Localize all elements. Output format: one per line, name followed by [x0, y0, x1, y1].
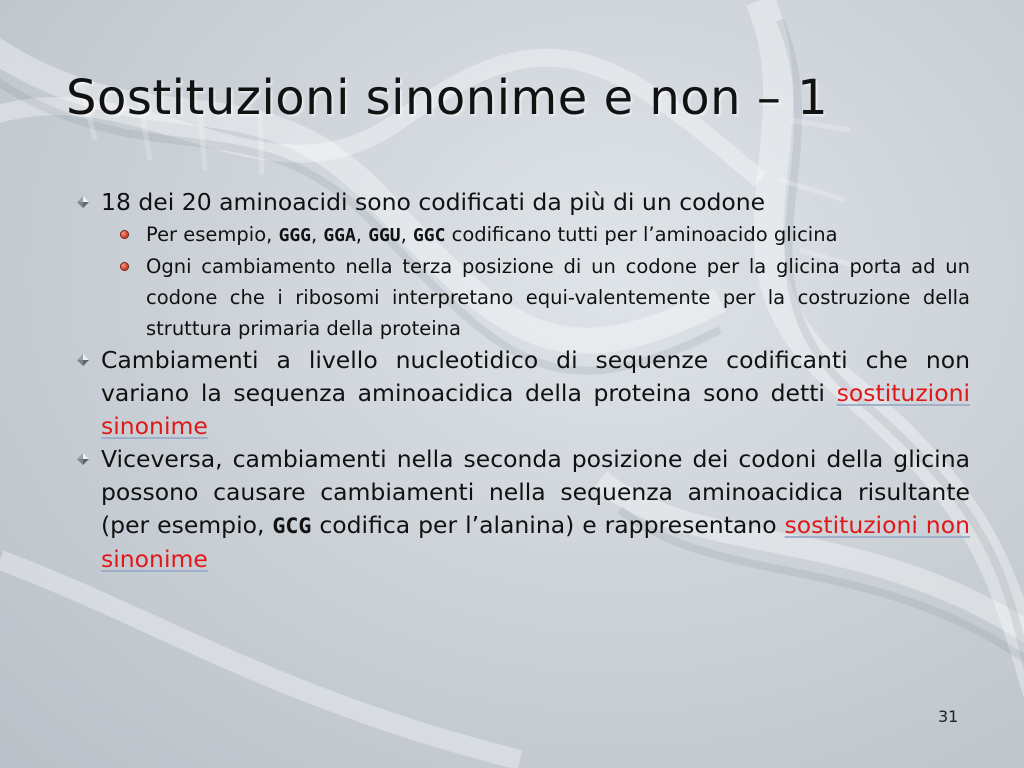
codon-ggu: GGU	[368, 225, 401, 246]
highlight-sostituzioni-sinonime: sostituzioni sinonime	[101, 379, 970, 440]
codon-gga: GGA	[323, 225, 356, 246]
red-dot-bullet-icon	[121, 263, 128, 270]
codon-ggc: GGC	[413, 225, 446, 246]
bullet-3	[76, 443, 970, 576]
bullet-1	[76, 186, 970, 219]
codon-separator: ,	[310, 223, 324, 246]
slide-content	[76, 186, 970, 576]
page-number: 31	[938, 707, 959, 726]
sub-bullet-1-pre: Per esempio,	[146, 223, 279, 246]
slide-title: Sostituzioni sinonime e non – 1	[66, 70, 829, 126]
codon-ggg: GGG	[278, 225, 311, 246]
bullet-1-text: 18 dei 20 aminoacidi sono codificati da più di un codone	[101, 188, 766, 216]
bullet-2-text: Cambiamenti a livello nucleotidico di sequenze codificanti che non variano la sequenza aminoacidica della proteina sono detti	[101, 346, 970, 407]
sub-bullet-1	[121, 219, 970, 251]
sub-bullet-1-post: codificano tutti per l’aminoacido glicina	[445, 223, 838, 246]
codon-separator: ,	[355, 223, 369, 246]
diamond-bullet-icon	[76, 195, 90, 209]
diamond-bullet-icon	[76, 452, 90, 466]
sub-bullet-2-text: Ogni cambiamento nella terza posizione di un codone per la glicina porta ad un codone che i ribosomi interpretano equi-valentemente per la costruzione della struttura primaria della proteina	[146, 255, 970, 340]
diamond-bullet-icon	[76, 353, 90, 367]
codon-gcg: GCG	[272, 514, 312, 539]
bullet-3-mid: codifica per l’alanina) e rappresentano	[311, 511, 785, 539]
highlight-sostituzioni-non-sinonime: sostituzioni non sinonime	[101, 511, 970, 573]
bullet-3-pre: Viceversa, cambiamenti nella seconda posizione dei codoni della glicina possono causare cambiamenti nella sequenza aminoacidica risultante (per esempio,	[101, 445, 970, 539]
codon-separator: ,	[400, 223, 413, 246]
red-dot-bullet-icon	[121, 231, 128, 238]
sub-bullet-2	[121, 251, 970, 344]
bullet-2	[76, 344, 970, 443]
